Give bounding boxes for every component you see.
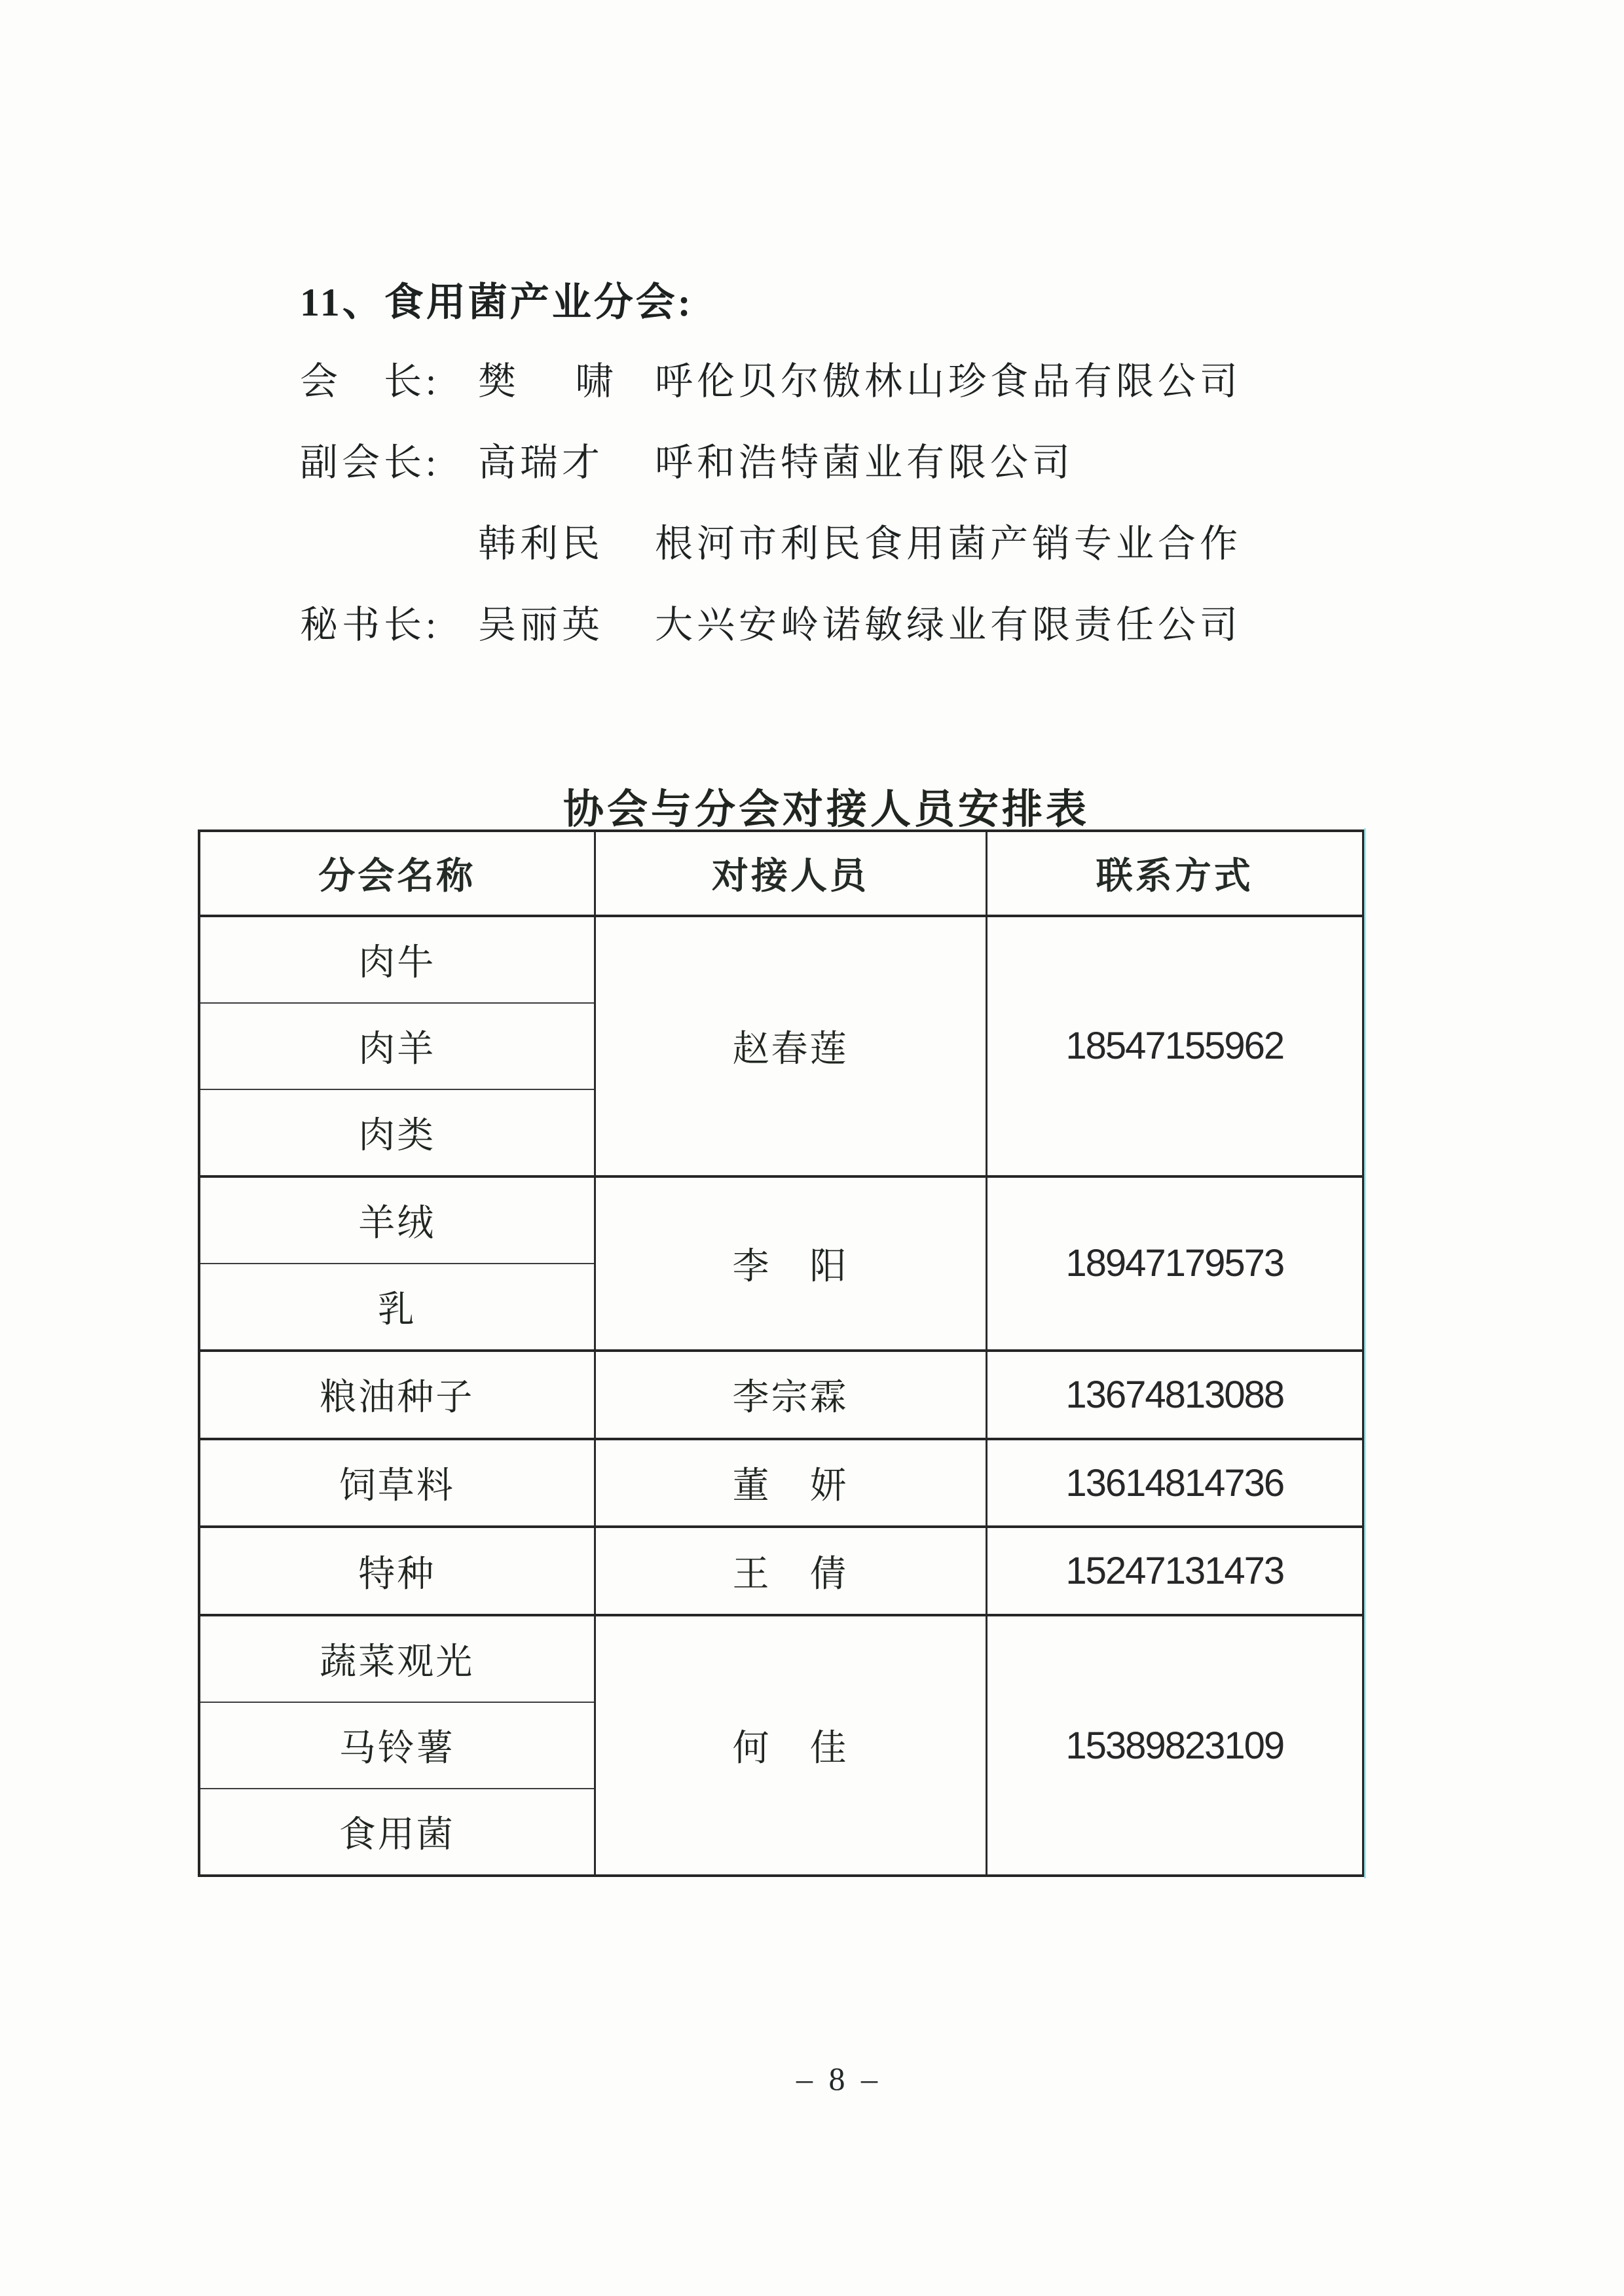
officer-line-president [0,360,1624,407]
contact-cell: 董 妍 [595,1439,986,1527]
officer-line-vice-president-2 [0,522,1624,570]
branch-cell: 食用菌 [199,1789,595,1876]
section-heading: 11、食用菌产业分会: [300,281,693,324]
officer-company: 呼伦贝尔傲林山珍食品有限公司 [655,360,1242,403]
contact-cell: 何 佳 [595,1615,986,1876]
assignment-table-header [199,831,1363,916]
table-title: 协会与分会对接人员安排表 [563,787,1090,832]
assignment-table [198,829,1365,1877]
table-row [199,1527,1363,1615]
phone-cell: 18947179573 [986,1176,1363,1351]
phone-cell: 15389823109 [986,1615,1363,1876]
col-header-phone: 联系方式 [986,831,1363,916]
phone-cell: 13674813088 [986,1351,1363,1439]
table-row [199,916,1363,1003]
col-header-branch-name: 分会名称 [199,831,595,916]
branch-cell: 马铃薯 [199,1702,595,1789]
assignment-table-body [199,916,1363,1876]
officer-line-vice-president [0,441,1624,488]
officer-company: 根河市利民食用菌产销专业合作 [655,522,1242,565]
branch-cell: 肉类 [199,1089,595,1176]
contact-cell: 赵春莲 [595,916,986,1176]
officer-company: 呼和浩特菌业有限公司 [655,441,1075,484]
officer-line-secretary-general [0,604,1624,651]
phone-cell: 15247131473 [986,1527,1363,1615]
branch-cell: 乳 [199,1264,595,1351]
contact-cell: 李 阳 [595,1176,986,1351]
branch-cell: 肉牛 [199,916,595,1003]
table-row [199,1176,1363,1264]
phone-cell: 18547155962 [986,916,1363,1176]
officer-role: 会 长: [300,360,441,403]
branch-cell: 特种 [199,1527,595,1615]
phone-cell: 13614814736 [986,1439,1363,1527]
contact-cell: 王 倩 [595,1527,986,1615]
branch-cell: 粮油种子 [199,1351,595,1439]
scan-artifact-line [1364,828,1366,1878]
officer-name: 樊 啸 [478,360,618,403]
branch-cell: 羊绒 [199,1176,595,1264]
table-row [199,1615,1363,1702]
officer-company: 大兴安岭诺敏绿业有限责任公司 [655,604,1242,646]
branch-cell: 肉羊 [199,1003,595,1089]
page-number: – 8 – [796,2060,878,2097]
col-header-contact: 对接人员 [595,831,986,916]
officer-role: 秘书长: [300,604,441,646]
table-row [199,1439,1363,1527]
officer-name: 高瑞才 [478,441,604,484]
officer-name: 韩利民 [478,522,604,565]
header-row [199,831,1363,916]
branch-cell: 饲草料 [199,1439,595,1527]
table-row [199,1351,1363,1439]
branch-cell: 蔬菜观光 [199,1615,595,1702]
contact-cell: 李宗霖 [595,1351,986,1439]
officer-role: 副会长: [300,441,441,484]
officer-name: 吴丽英 [478,604,604,646]
